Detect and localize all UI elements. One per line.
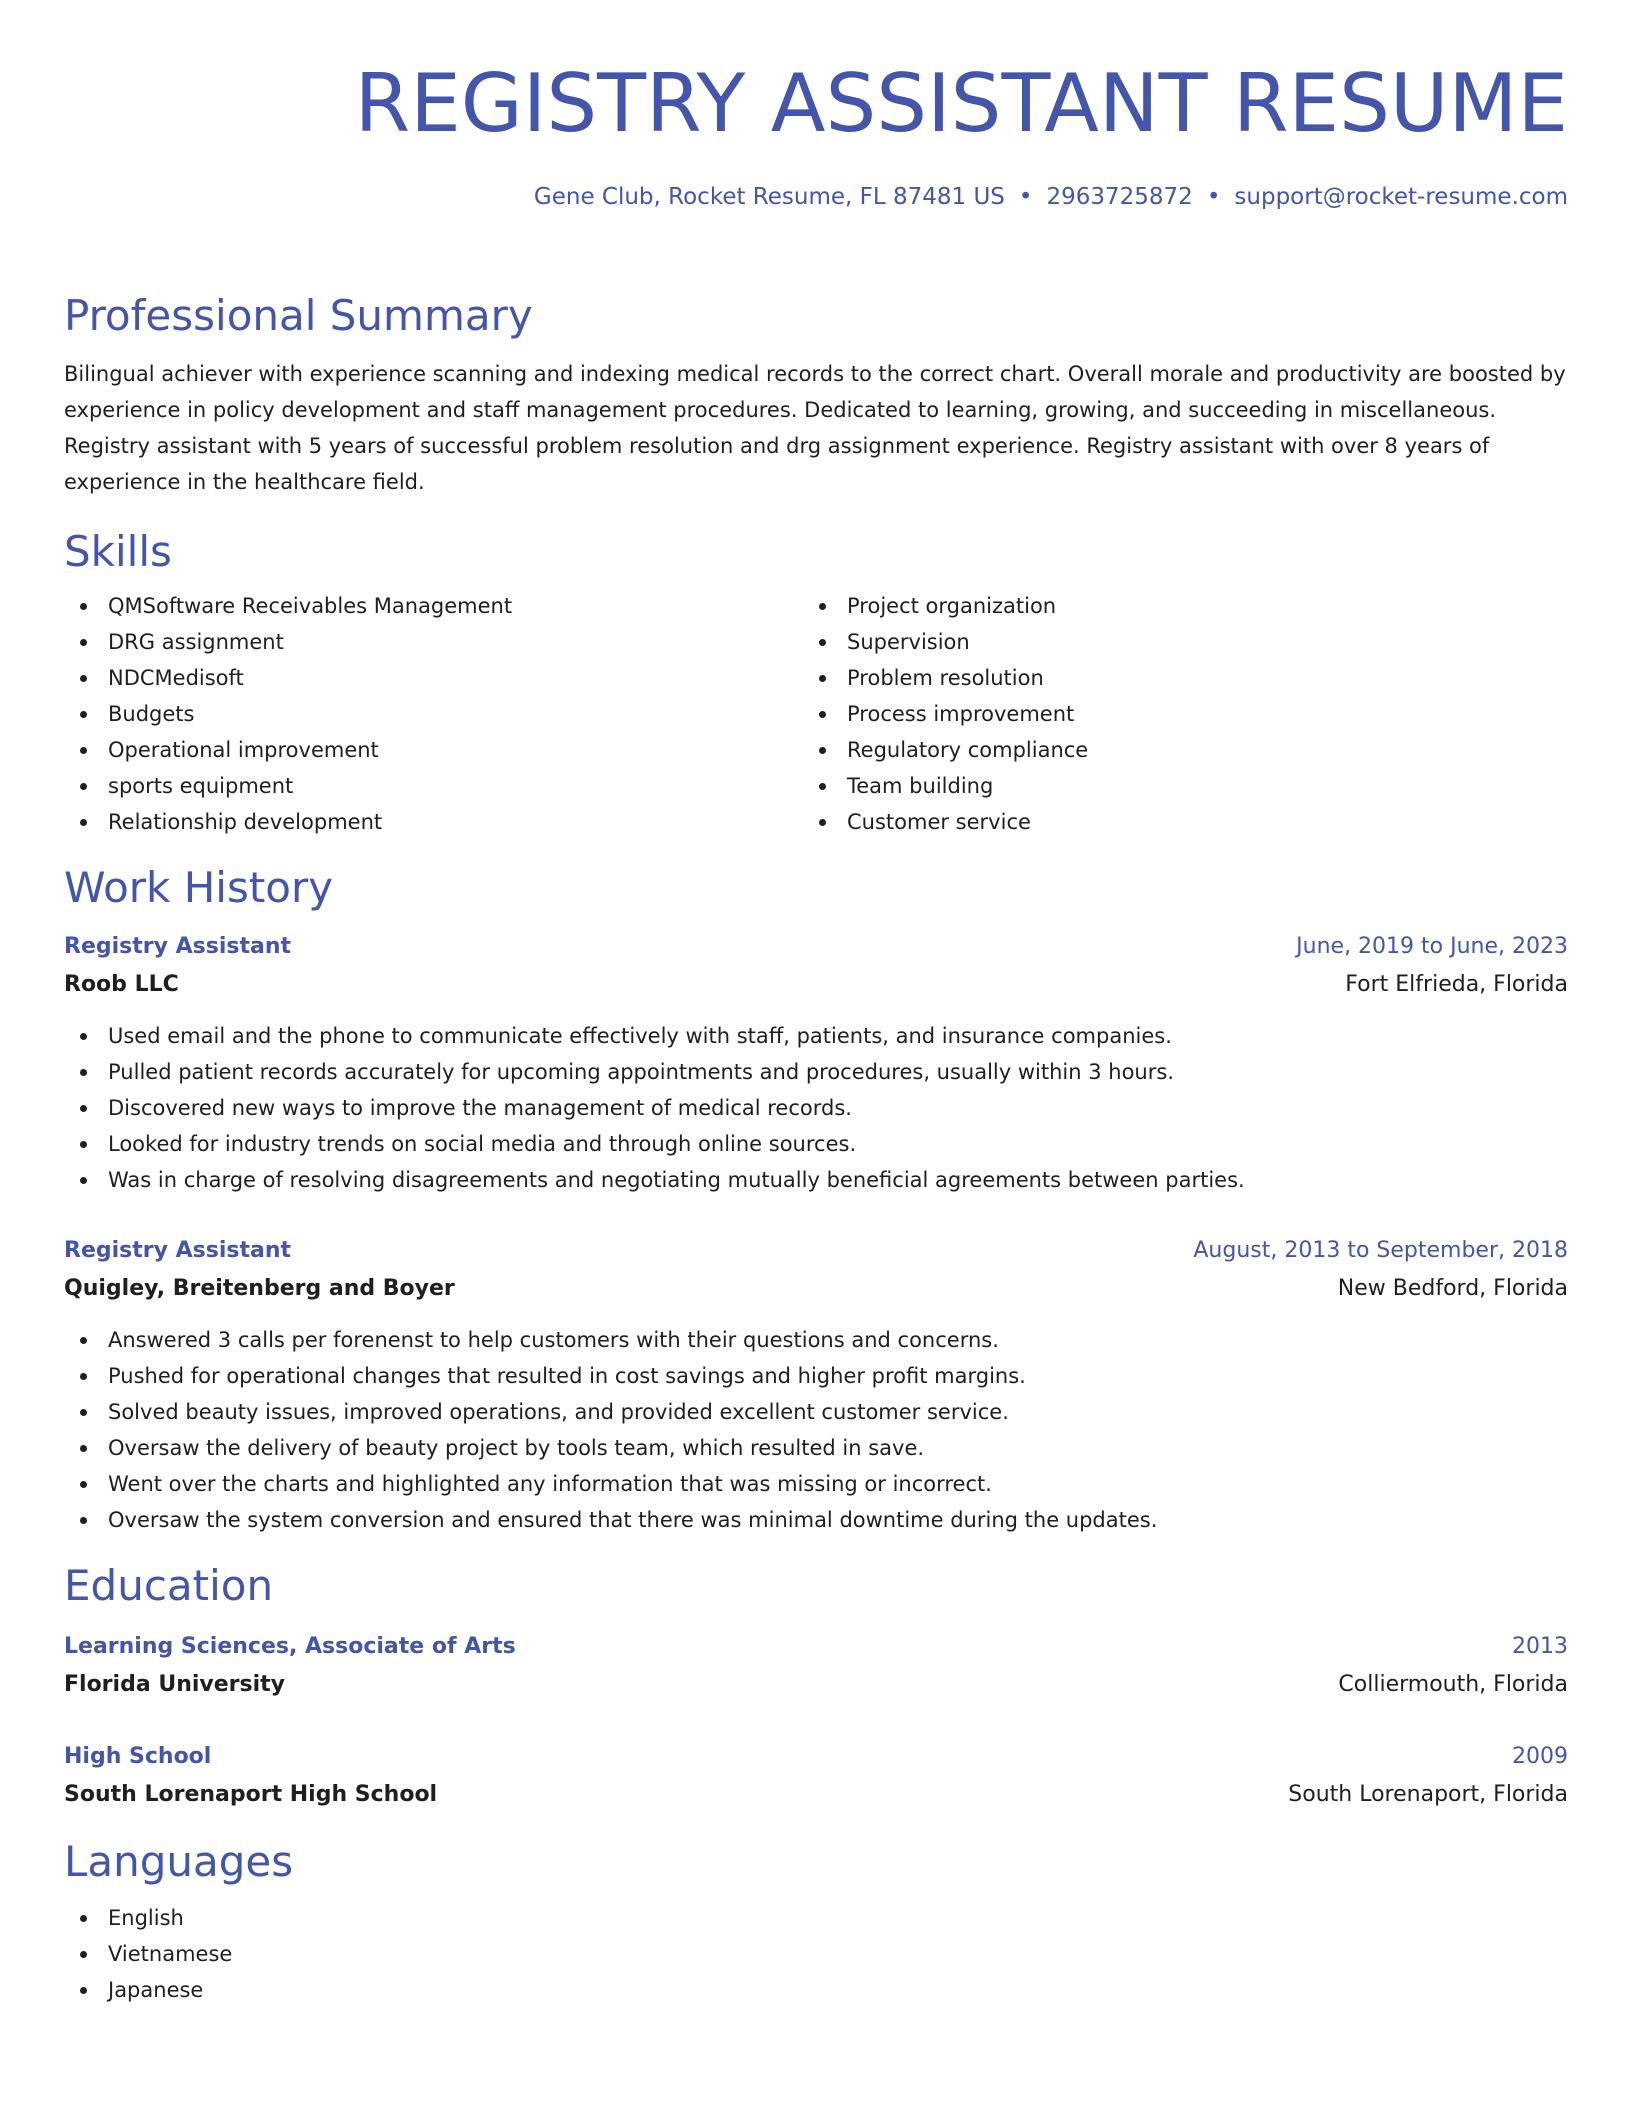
contact-line [64,182,1568,212]
job-bullet: Answered 3 calls per forenenst to help customers with their questions and concerns. [64,1322,1568,1358]
skill-item: Regulatory compliance [803,732,1568,768]
job-dates: June, 2019 to June, 2023 [1296,934,1568,959]
skill-item: Project organization [803,588,1568,624]
job-entry [64,928,1568,1198]
education-degree-row [64,1628,1568,1666]
skill-item: Operational improvement [64,732,803,768]
education-location: Colliermouth, Florida [1338,1672,1568,1697]
job-bullet: Pulled patient records accurately for upcoming appointments and procedures, usually within 3 hours. [64,1054,1568,1090]
education-school: South Lorenaport High School [64,1782,438,1807]
education-school-row [64,1666,1568,1704]
skills-list-right [803,588,1568,840]
skill-item: Budgets [64,696,803,732]
summary-text: Bilingual achiever with experience scanning and indexing medical records to the correct chart. Overall morale and productivity are boosted by experience in policy development and staff management procedures. Dedicated to learning, growing, and succeeding in miscellaneous. Registry assistant with 5 years of successful problem resolution and drg assignment experience. Registry assistant with over 8 years of experience in the healthcare field. [64,362,1566,494]
job-title-row [64,928,1568,966]
education-degree: Learning Sciences, Associate of Arts [64,1634,516,1659]
education-school: Florida University [64,1672,285,1697]
language-item: Japanese [64,1972,1568,2008]
skill-item: Process improvement [803,696,1568,732]
skill-item: NDCMedisoft [64,660,803,696]
education-degree: High School [64,1744,212,1769]
work-history-section [64,862,1568,1538]
job-company: Quigley, Breitenberg and Boyer [64,1276,455,1301]
education-location: South Lorenaport, Florida [1288,1782,1568,1807]
professional-summary-section [64,290,1568,500]
contact-phone-link[interactable]: 2963725872 [1046,184,1193,210]
education-degree-row [64,1738,1568,1776]
skill-item: Team building [803,768,1568,804]
job-company: Roob LLC [64,972,179,997]
job-company-row [64,1270,1568,1308]
section-heading: Skills [64,527,172,576]
skill-item: sports equipment [64,768,803,804]
section-heading: Work History [64,863,334,912]
education-section [64,1560,1568,1814]
job-title: Registry Assistant [64,934,292,959]
language-item: Vietnamese [64,1936,1568,1972]
education-school-row [64,1776,1568,1814]
languages-section [64,1836,1568,2008]
skills-section [64,526,1568,840]
education-entry [64,1628,1568,1704]
skill-item: Problem resolution [803,660,1568,696]
job-bullet: Pushed for operational changes that resulted in cost savings and higher profit margins. [64,1358,1568,1394]
job-bullet: Discovered new ways to improve the management of medical records. [64,1090,1568,1126]
section-heading: Professional Summary [64,291,533,340]
section-heading: Languages [64,1837,294,1886]
job-title: Registry Assistant [64,1238,292,1263]
job-bullet: Solved beauty issues, improved operations, and provided excellent customer service. [64,1394,1568,1430]
job-bullet: Was in charge of resolving disagreements and negotiating mutually beneficial agreements between parties. [64,1162,1568,1198]
job-bullet: Oversaw the system conversion and ensured that there was minimal downtime during the updates. [64,1502,1568,1538]
job-bullets [64,1018,1568,1198]
skills-list-left [64,588,803,840]
job-company-row [64,966,1568,1004]
job-dates: August, 2013 to September, 2018 [1193,1238,1568,1263]
skill-item: Supervision [803,624,1568,660]
skills-grid [64,588,1568,840]
job-bullets [64,1322,1568,1538]
skill-item: Relationship development [64,804,803,840]
education-entry [64,1738,1568,1814]
education-year: 2009 [1512,1744,1568,1769]
job-bullet: Looked for industry trends on social media and through online sources. [64,1126,1568,1162]
job-location: New Bedford, Florida [1337,1276,1568,1301]
skill-item: Customer service [803,804,1568,840]
job-entry [64,1232,1568,1538]
languages-list [64,1900,1568,2008]
skill-item: DRG assignment [64,624,803,660]
job-bullet: Used email and the phone to communicate effectively with staff, patients, and insurance companies. [64,1018,1568,1054]
job-bullet: Went over the charts and highlighted any information that was missing or incorrect. [64,1466,1568,1502]
section-heading: Education [64,1561,274,1610]
job-bullet: Oversaw the delivery of beauty project by tools team, which resulted in save. [64,1430,1568,1466]
job-location: Fort Elfrieda, Florida [1345,972,1568,997]
language-item: English [64,1900,1568,1936]
resume-header [64,56,1568,212]
skill-item: QMSoftware Receivables Management [64,588,803,624]
education-year: 2013 [1512,1634,1568,1659]
contact-separator: • [1206,184,1221,210]
contact-separator: • [1018,184,1033,210]
contact-address: Gene Club, Rocket Resume, FL 87481 US [533,184,1005,210]
job-title-row [64,1232,1568,1270]
contact-email-link[interactable]: support@rocket-resume.com [1234,184,1568,210]
resume-title: REGISTRY ASSISTANT RESUME [354,57,1568,150]
